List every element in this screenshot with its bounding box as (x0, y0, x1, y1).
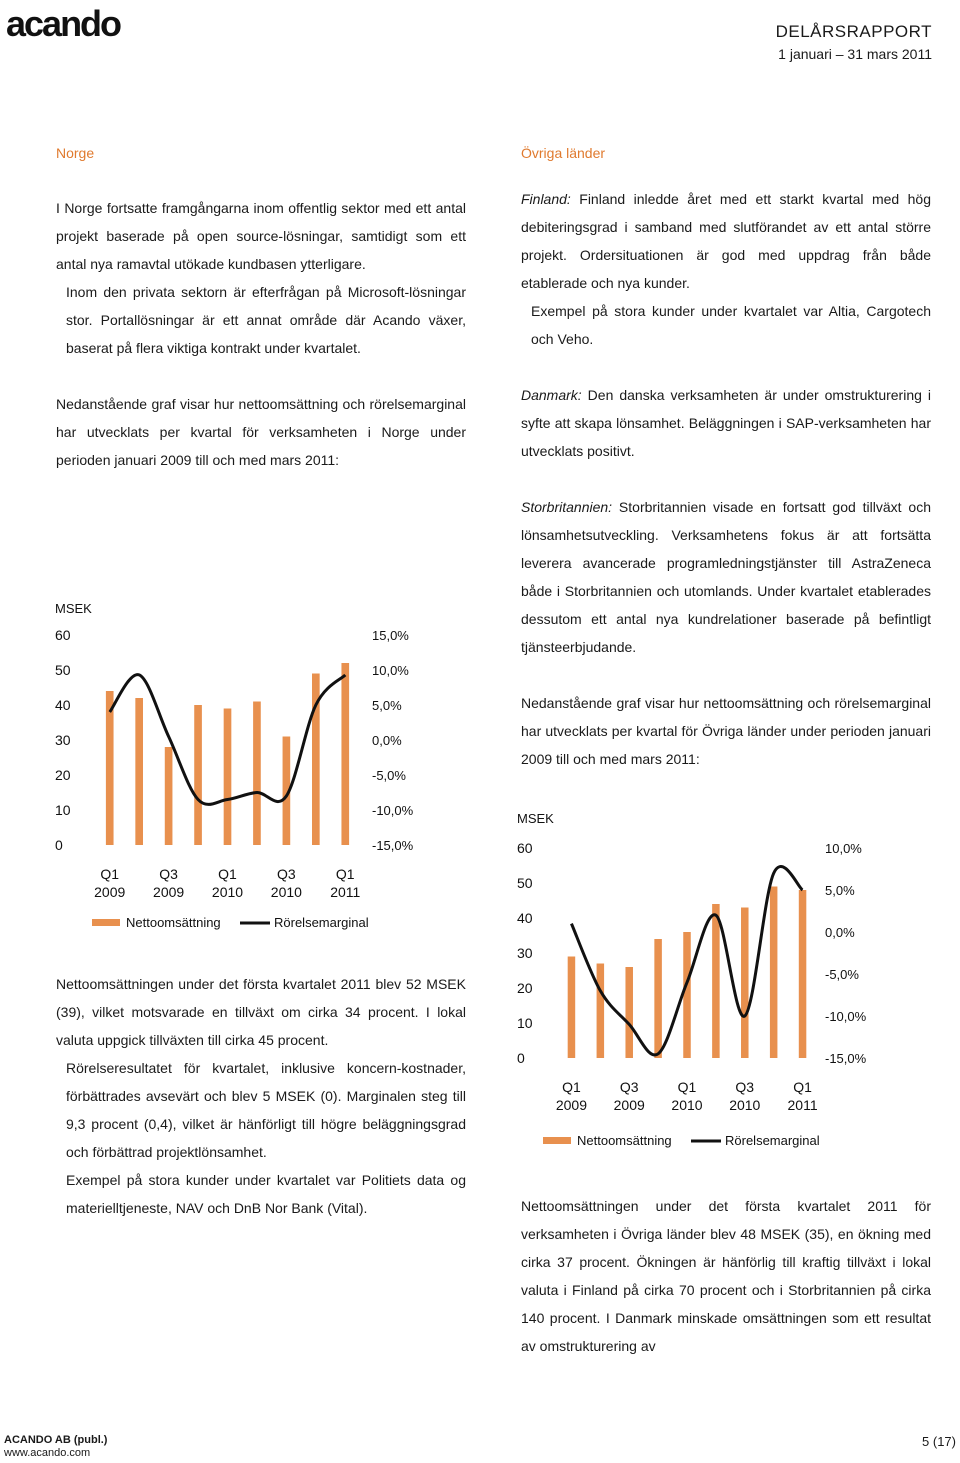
y-tick-label: 40 (55, 697, 71, 713)
bar-nettoomsattning (135, 698, 143, 845)
legend-label: Rörelsemarginal (725, 1133, 820, 1148)
y2-tick-label: 10,0% (372, 663, 409, 678)
x-tick-label: 2011 (787, 1097, 818, 1113)
bar-nettoomsattning (194, 705, 202, 845)
right-text-top (521, 185, 931, 773)
legend-label: Rörelsemarginal (274, 915, 369, 930)
y-tick-label: 50 (517, 875, 533, 891)
y-tick-label: 10 (517, 1015, 533, 1031)
legend-label: Nettoomsättning (577, 1133, 672, 1148)
paragraph: Inom den privata sektorn är efterfrågan på Microsoft-lösningar stor. Portallösningar är ett annat område där Acando växer, baserat på flera viktiga kontrakt under kvartalet. (66, 284, 466, 356)
bar-nettoomsattning (770, 887, 778, 1059)
y2-tick-label: 15,0% (372, 628, 409, 643)
bar-nettoomsattning (165, 747, 173, 845)
bar-nettoomsattning (106, 691, 114, 845)
paragraph: Rörelseresultatet för kvartalet, inklusive koncern-kostnader, förbättrades avsevärt och blev 5 MSEK (0). Marginalen steg till 9,3 procent (0,4), vilket är hänförligt till högre beläggningsgrad och förbättrad projektlönsamhet. (66, 1060, 466, 1160)
bar-nettoomsattning (597, 964, 605, 1059)
y-tick-label: 60 (517, 840, 533, 856)
paragraph: Nettoomsättningen under det första kvartalet 2011 för verksamheten i Övriga länder blev 48 MSEK (35), en ökning med cirka 37 procent. Ökningen är hänförlig till kraftig tillväxt i lokal valuta i Finland på cirka 70 procent och i Storbritannien på cirka 140 procent. I Danmark minskade omsättningen som ett resultat av omstrukturering av (521, 1198, 931, 1354)
paragraph (521, 381, 931, 465)
left-text-top (56, 194, 466, 474)
x-tick-label: 2009 (94, 884, 126, 900)
x-tick-label: 2009 (613, 1097, 645, 1113)
y-tick-label: 30 (55, 732, 71, 748)
y-tick-label: 50 (55, 662, 71, 678)
bar-nettoomsattning (799, 890, 807, 1058)
paragraph: Exempel på stora kunder under kvartalet var Altia, Cargotech och Veho. (531, 303, 931, 347)
bar-nettoomsattning (568, 957, 576, 1059)
y2-tick-label: -5,0% (825, 967, 859, 982)
y-tick-label: 30 (517, 945, 533, 961)
y-axis-unit-label: MSEK (55, 601, 92, 616)
x-tick-label: Q3 (159, 866, 178, 882)
y-tick-label: 40 (517, 910, 533, 926)
x-tick-label: 2010 (671, 1097, 703, 1113)
left-text-bottom (56, 970, 466, 1222)
country-lead: Danmark: (521, 387, 582, 403)
x-tick-label: Q1 (335, 866, 355, 882)
bar-nettoomsattning (712, 904, 720, 1058)
paragraph: I Norge fortsatte framgångarna inom offentlig sektor med ett antal projekt baserade på open source-lösningar, samtidigt som ett antal nya ramavtal utökade kundbasen ytterligare. (56, 200, 466, 272)
x-tick-label: Q1 (793, 1079, 812, 1095)
logo-text: acando (6, 3, 121, 44)
x-tick-label: 2009 (153, 884, 185, 900)
y2-tick-label: -10,0% (825, 1009, 867, 1024)
legend-label: Nettoomsättning (126, 915, 221, 930)
y2-tick-label: 5,0% (372, 698, 402, 713)
right-text-bottom (521, 1192, 931, 1360)
bar-nettoomsattning (625, 967, 633, 1058)
y-tick-label: 0 (55, 837, 63, 853)
report-period: 1 januari – 31 mars 2011 (778, 46, 932, 62)
paragraph: Nettoomsättningen under det första kvartalet 2011 blev 52 MSEK (39), vilket motsvarade en tillväxt om cirka 34 procent. I lokal valuta uppgick tillväxten till cirka 45 procent. (56, 976, 466, 1048)
y-tick-label: 60 (55, 627, 71, 643)
report-title: DELÅRSRAPPORT (775, 22, 932, 41)
paragraph-text: Storbritannien visade en fortsatt god tillväxt och lönsamhetsutveckling. Verksamhetens fokus är att fortsätta leverera avancerade programledningstjänster till AstraZeneca både i Storbritannien och utomlands. Under kvartalet etablerades dessutom ett antal nya kundrelationer baserade på befintligt tjänsteerbjudande. (521, 499, 931, 655)
section-title-norge: Norge (56, 145, 95, 161)
x-tick-label: Q3 (619, 1079, 639, 1095)
section-title-ovriga: Övriga länder (521, 145, 606, 161)
page-number: 5 (17) (922, 1434, 956, 1449)
paragraph: Exempel på stora kunder under kvartalet var Politiets data og materielltjeneste, NAV och DnB Nor Bank (Vital). (66, 1172, 466, 1216)
x-tick-label: Q3 (277, 866, 296, 882)
x-tick-label: Q1 (100, 866, 120, 882)
bar-nettoomsattning (654, 939, 662, 1058)
y-tick-label: 10 (55, 802, 71, 818)
bar-nettoomsattning (224, 709, 232, 846)
bar-nettoomsattning (741, 908, 749, 1059)
footer-company: ACANDO AB (publ.) www.acando.com (4, 1434, 108, 1459)
x-tick-label: Q3 (735, 1079, 755, 1095)
y-axis-unit-label: MSEK (517, 811, 554, 826)
paragraph-text: Finland inledde året med ett starkt kvartal med hög debiteringsgrad i samband med slutförandet av ett antal större projekt. Ordersituationen är god med uppdrag från både etablerade och nya kunder. (521, 191, 931, 291)
paragraph: Nedanstående graf visar hur nettoomsättning och rörelsemarginal har utvecklats per kvartal för Övriga länder under perioden januari 2009 till och med mars 2011: (521, 695, 931, 767)
y-tick-label: 20 (55, 767, 71, 783)
y2-tick-label: -5,0% (372, 768, 406, 783)
y2-tick-label: -15,0% (372, 838, 414, 853)
x-tick-label: Q1 (218, 866, 237, 882)
country-lead: Storbritannien: (521, 499, 613, 515)
norge-chart (40, 595, 480, 940)
x-tick-label: Q1 (677, 1079, 697, 1095)
legend-swatch-bar (92, 919, 120, 926)
bar-nettoomsattning (683, 932, 691, 1058)
y2-tick-label: 0,0% (825, 925, 855, 940)
x-tick-label: 2010 (729, 1097, 761, 1113)
bar-nettoomsattning (253, 702, 261, 846)
legend-swatch-bar (543, 1137, 571, 1144)
x-tick-label: 2010 (270, 884, 302, 900)
y-tick-label: 20 (517, 980, 533, 996)
x-tick-label: Q1 (562, 1079, 581, 1095)
acando-logo (6, 0, 144, 48)
bar-nettoomsattning (341, 663, 349, 845)
y2-tick-label: -15,0% (825, 1051, 867, 1066)
x-tick-label: 2009 (555, 1097, 588, 1113)
y2-tick-label: 10,0% (825, 841, 862, 856)
x-tick-label: 2011 (330, 884, 361, 900)
paragraph (521, 493, 931, 661)
paragraph: Nedanstående graf visar hur nettoomsättning och rörelsemarginal har utvecklats per kvartal för verksamheten i Norge under perioden januari 2009 till och med mars 2011: (56, 396, 466, 468)
y2-tick-label: 5,0% (825, 883, 855, 898)
paragraph (521, 185, 931, 297)
y2-tick-label: 0,0% (372, 733, 402, 748)
y-tick-label: 0 (517, 1050, 525, 1066)
y2-tick-label: -10,0% (372, 803, 414, 818)
ovriga-chart (505, 808, 945, 1158)
x-tick-label: 2010 (211, 884, 244, 900)
paragraph-text: Den danska verksamheten är under omstrukturering i syfte att skapa lönsamhet. Beläggningen i SAP-verksamheten har utvecklats positivt. (521, 387, 931, 459)
country-lead: Finland: (521, 191, 571, 207)
